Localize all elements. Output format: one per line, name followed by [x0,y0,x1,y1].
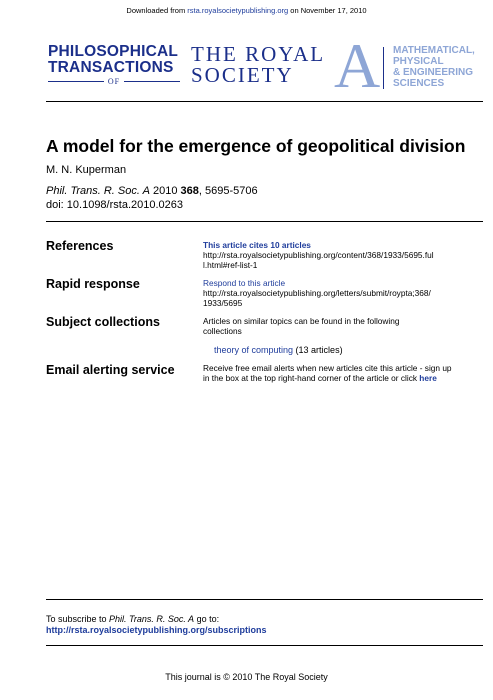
series-disciplines [393,45,475,89]
logo-of: OF [107,77,121,86]
references-label: References [46,239,114,253]
article-title: A model for the emergence of geopolitical division [46,136,466,156]
email-text-line2: in the box at the top right-hand corner of the article or click [203,373,420,383]
download-notice-prefix: Downloaded from [126,6,188,15]
citation-year: 2010 [149,185,181,197]
logo-transactions: TRANSACTIONS [48,59,174,76]
copyright-footer: This journal is © 2010 The Royal Society [165,672,328,682]
logo-divider [383,47,384,89]
divider-subscribe-bottom [46,645,483,646]
respond-url-line1[interactable]: http://rsta.royalsocietypublishing.org/letters/submit/roypta;368/ [203,288,431,298]
collection-entry [214,345,493,355]
divider-header [46,221,483,222]
rapid-response-label: Rapid response [46,277,140,291]
citation-pages: , 5695-5706 [198,185,258,197]
respond-url-line2[interactable]: 1933/5695 [203,298,243,308]
collections-text-line1: Articles on similar topics can be found in the following [203,316,400,326]
download-notice-suffix: on November 17, 2010 [288,6,367,15]
respond-link[interactable]: Respond to this article [203,278,286,288]
phil-trans-logo [48,44,180,86]
logo-the-royal: THE ROYAL [191,42,326,66]
download-notice [0,6,493,15]
logo-society: SOCIETY [191,63,294,87]
email-alerting-info [203,363,485,383]
subscribe-prefix: To subscribe to [46,614,110,624]
collections-text-line2: collections [203,326,242,336]
discipline-3: & ENGINEERING [393,67,474,78]
article-author: M. N. Kuperman [46,164,127,176]
references-url-line2[interactable]: l.html#ref-list-1 [203,260,258,270]
discipline-4: SCIENCES [393,78,445,89]
email-here-link[interactable]: here [419,373,437,383]
subscribe-link[interactable]: http://rsta.royalsocietypublishing.org/subscriptions [46,625,267,635]
subscribe-journal: Phil. Trans. R. Soc. A [109,614,195,624]
article-doi: doi: 10.1098/rsta.2010.0263 [46,199,184,211]
series-a-letter: A [334,30,381,101]
citation-volume: 368 [180,185,199,197]
rapid-response-info [203,278,485,308]
collection-count: (13 articles) [293,345,343,355]
discipline-2: PHYSICAL [393,56,444,67]
references-info [203,240,485,270]
references-url-line1[interactable]: http://rsta.royalsocietypublishing.org/content/368/1933/5695.ful [203,250,434,260]
references-link[interactable]: This article cites 10 articles [203,240,311,250]
subscribe-suffix: go to: [194,614,220,624]
subject-collections-info [203,316,485,336]
subject-collections-label: Subject collections [46,315,160,329]
subscribe-text [46,614,219,624]
article-citation [46,185,258,197]
email-alerting-label: Email alerting service [46,363,175,377]
divider-top [46,101,483,102]
divider-subscribe-top [46,599,483,600]
royal-society-logo [191,44,325,86]
email-text-line1: Receive free email alerts when new articles cite this article - sign up [203,363,452,373]
collection-link-theory-of-computing[interactable]: theory of computing [214,345,294,355]
citation-journal: Phil. Trans. R. Soc. A [46,185,150,197]
discipline-1: MATHEMATICAL, [393,45,475,56]
logo-of-rule [48,77,180,86]
download-site-link[interactable]: rsta.royalsocietypublishing.org [187,6,289,15]
logo-philosophical: PHILOSOPHICAL [48,43,179,60]
